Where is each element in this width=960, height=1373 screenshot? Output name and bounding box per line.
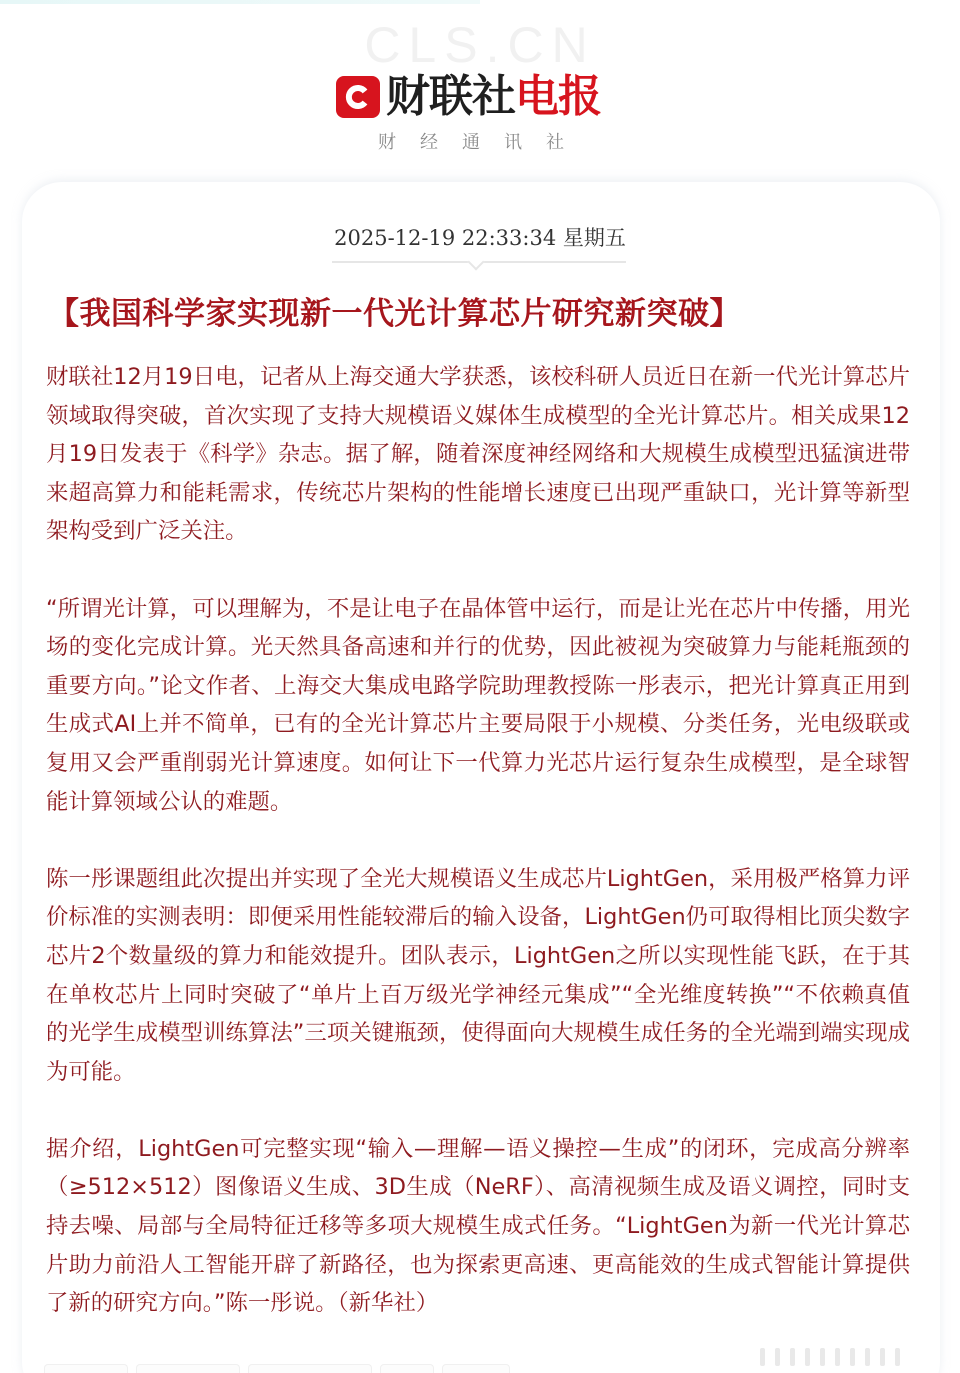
footer-tag[interactable] (442, 1364, 510, 1373)
watermark-text: CLS.CN (364, 17, 596, 73)
footer-tag[interactable] (380, 1364, 434, 1373)
footer-tag[interactable] (44, 1364, 128, 1373)
article-timestamp: 2025-12-19 22:33:34 星期五 (334, 226, 626, 250)
footer-tag[interactable] (248, 1364, 372, 1373)
brand-logo (336, 72, 601, 122)
footer-barcode-icon (760, 1344, 950, 1366)
brand-name: 财联社 (386, 71, 515, 122)
footer-tag-row (44, 1364, 510, 1373)
article-headline: 【我国科学家实现新一代光计算芯片研究新突破】 (48, 296, 741, 332)
article-body (46, 358, 910, 1361)
article-paragraph: 陈一彤课题组此次提出并实现了全光大规模语义生成芯片LightGen，采用极严格算力评价标准的实测表明：即便采用性能较滞后的输入设备，LightGen仍可取得相比顶尖数字芯片2个数量级的算力和能效提升。团队表示，LightGen之所以实现性能飞跃，在于其在单枚芯片上同时突破了“单片上百万级光学神经元集成”“全光维度转换”“不依赖真值的光学生成模型训练算法”三项关键瓶颈，使得面向大规模生成任务的全光端到端实现成为可能。 (46, 865, 910, 1085)
brand-tagline: 财经通讯社 (378, 132, 588, 153)
brand-product: 电报 (515, 71, 601, 122)
article-paragraph: “所谓光计算，可以理解为，不是让电子在晶体管中运行，而是让光在芯片中传播，用光场的变化完成计算。光天然具备高速和并行的优势，因此被视为突破算力与能耗瓶颈的重要方向。”论文作者、上海交大集成电路学院助理教授陈一彤表示，把光计算真正用到生成式AI上并不简单，已有的全光计算芯片主要局限于小规模、分类任务，光电级联或复用又会严重削弱光计算速度。如何让下一代算力光芯片运行复杂生成模型，是全球智能计算领域公认的难题。 (46, 595, 910, 815)
article-paragraph: 财联社12月19日电，记者从上海交通大学获悉，该校科研人员近日在新一代光计算芯片领域取得突破，首次实现了支持大规模语义媒体生成模型的全光计算芯片。相关成果12月19日发表于《科学》杂志。据了解，随着深度神经网络和大规模生成模型迅猛演进带来超高算力和能耗需求，传统芯片架构的性能增长速度已出现严重缺口，光计算等新型架构受到广泛关注。 (46, 364, 910, 545)
footer-tag[interactable] (136, 1364, 240, 1373)
masthead (0, 0, 960, 170)
cls-logo-icon (336, 76, 380, 118)
article-paragraph: 据介绍，LightGen可完整实现“输入—理解—语义操控—生成”的闭环，完成高分辨率（≥512×512）图像语义生成、3D生成（NeRF）、高清视频生成及语义调控，同时支持去噪、局部与全局特征迁移等多项大规模生成式任务。“LightGen为新一代光计算芯片助力前沿人工智能开辟了新路径，也为探索更高速、更高能效的生成式智能计算提供了新的研究方向。”陈一彤说。（新华社） (46, 1135, 910, 1317)
c-letter-icon (343, 82, 373, 112)
